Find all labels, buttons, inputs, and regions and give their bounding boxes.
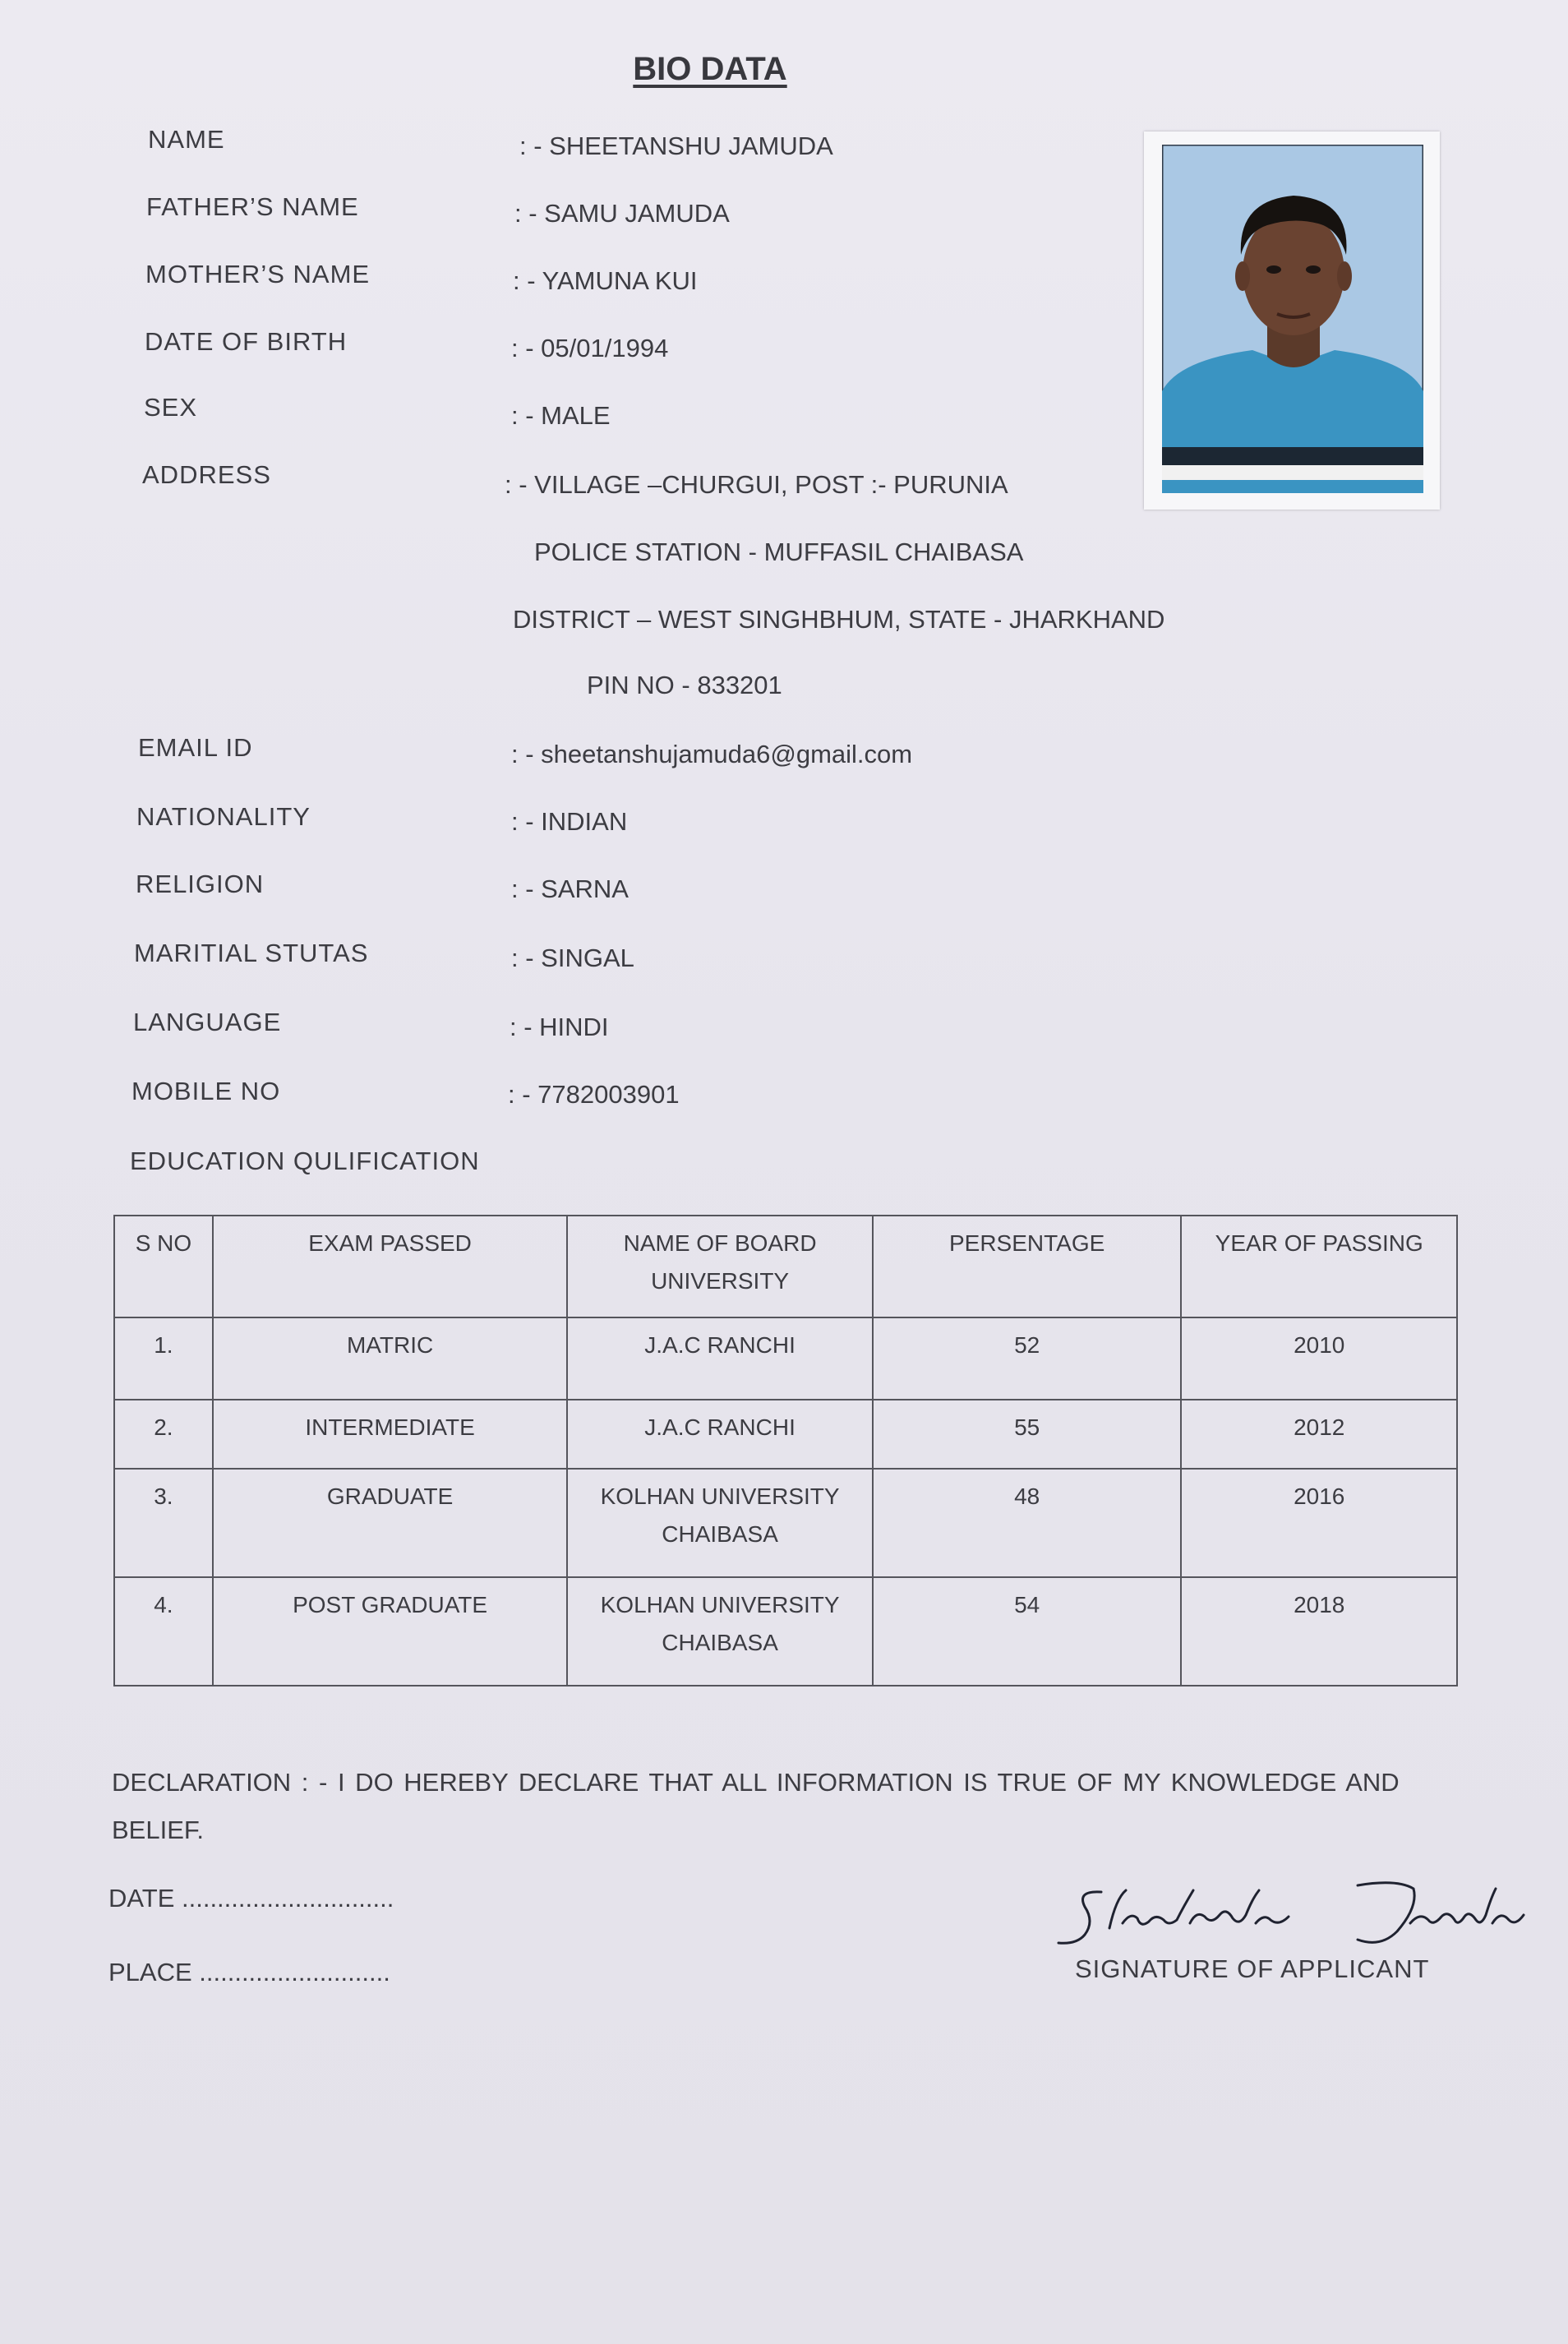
table-row	[114, 1400, 1457, 1469]
cell-exam: GRADUATE	[213, 1469, 567, 1577]
cell-percentage: 54	[873, 1577, 1182, 1686]
nationality-label: NATIONALITY	[136, 802, 311, 831]
education-table	[113, 1215, 1458, 1686]
cell-exam: MATRIC	[213, 1317, 567, 1400]
cell-exam: POST GRADUATE	[213, 1577, 567, 1686]
cell-board: J.A.C RANCHI	[567, 1400, 873, 1469]
header-sno: S NO	[114, 1216, 213, 1317]
father-name-value: : - SAMU JAMUDA	[514, 199, 730, 228]
name-label: NAME	[148, 125, 225, 154]
sex-label: SEX	[144, 393, 198, 422]
cell-exam: INTERMEDIATE	[213, 1400, 567, 1469]
cell-sno: 3.	[114, 1469, 213, 1577]
cell-sno: 4.	[114, 1577, 213, 1686]
address-line-1: : - VILLAGE –CHURGUI, POST :- PURUNIA	[505, 470, 1008, 499]
cell-percentage: 55	[873, 1400, 1182, 1469]
declaration-text: DECLARATION : - I DO HEREBY DECLARE THAT ALL INFORMATION IS TRUE OF MY KNOWLEDGE AND BELIEF.	[112, 1768, 1400, 1844]
email-value: : - sheetanshujamuda6@gmail.com	[511, 740, 913, 768]
mother-name-label: MOTHER’S NAME	[145, 260, 371, 288]
table-row	[114, 1469, 1457, 1577]
nationality-value: : - INDIAN	[511, 807, 628, 836]
language-label: LANGUAGE	[133, 1008, 282, 1036]
mother-name-value: : - YAMUNA KUI	[513, 266, 698, 295]
dob-value: : - 05/01/1994	[511, 334, 669, 362]
header-percentage: PERSENTAGE	[873, 1216, 1182, 1317]
cell-year: 2018	[1181, 1577, 1457, 1686]
table-row	[114, 1317, 1457, 1400]
religion-label: RELIGION	[136, 870, 265, 898]
marital-status-label: MARITIAL STUTAS	[134, 939, 369, 967]
cell-percentage: 48	[873, 1469, 1182, 1577]
cell-year: 2012	[1181, 1400, 1457, 1469]
language-value: : - HINDI	[510, 1013, 609, 1041]
applicant-photo	[1162, 145, 1423, 493]
date-field: DATE ..............................	[108, 1884, 394, 1913]
father-name-label: FATHER’S NAME	[146, 192, 359, 221]
marital-status-value: : - SINGAL	[511, 944, 634, 972]
mobile-value: : - 7782003901	[508, 1080, 680, 1109]
signature-image	[1052, 1874, 1529, 1956]
sex-value: : - MALE	[511, 401, 611, 430]
education-heading: EDUCATION QULIFICATION	[130, 1147, 480, 1175]
address-label: ADDRESS	[142, 460, 271, 489]
cell-percentage: 52	[873, 1317, 1182, 1400]
signature-caption: SIGNATURE OF APPLICANT	[1075, 1954, 1430, 1983]
cell-board: KOLHAN UNIVERSITY CHAIBASA	[567, 1577, 873, 1686]
address-line-4: PIN NO - 833201	[587, 671, 782, 699]
header-board: NAME OF BOARD UNIVERSITY	[567, 1216, 873, 1317]
header-year: YEAR OF PASSING	[1181, 1216, 1457, 1317]
cell-board: KOLHAN UNIVERSITY CHAIBASA	[567, 1469, 873, 1577]
cell-year: 2010	[1181, 1317, 1457, 1400]
header-exam: EXAM PASSED	[213, 1216, 567, 1317]
cell-year: 2016	[1181, 1469, 1457, 1577]
mobile-label: MOBILE NO	[131, 1077, 281, 1105]
name-value: : - SHEETANSHU JAMUDA	[519, 132, 833, 160]
address-line-2: POLICE STATION - MUFFASIL CHAIBASA	[534, 538, 1024, 566]
table-header-row	[114, 1216, 1457, 1317]
place-field: PLACE ...........................	[108, 1958, 390, 1986]
cell-board: J.A.C RANCHI	[567, 1317, 873, 1400]
dob-label: DATE OF BIRTH	[145, 327, 348, 356]
cell-sno: 2.	[114, 1400, 213, 1469]
address-line-3: DISTRICT – WEST SINGHBHUM, STATE - JHARKHAND	[513, 605, 1165, 634]
page-title: BIO DATA	[633, 51, 787, 87]
religion-value: : - SARNA	[511, 874, 629, 903]
table-row	[114, 1577, 1457, 1686]
cell-sno: 1.	[114, 1317, 213, 1400]
email-label: EMAIL ID	[138, 733, 253, 762]
photo-frame	[1144, 132, 1440, 510]
